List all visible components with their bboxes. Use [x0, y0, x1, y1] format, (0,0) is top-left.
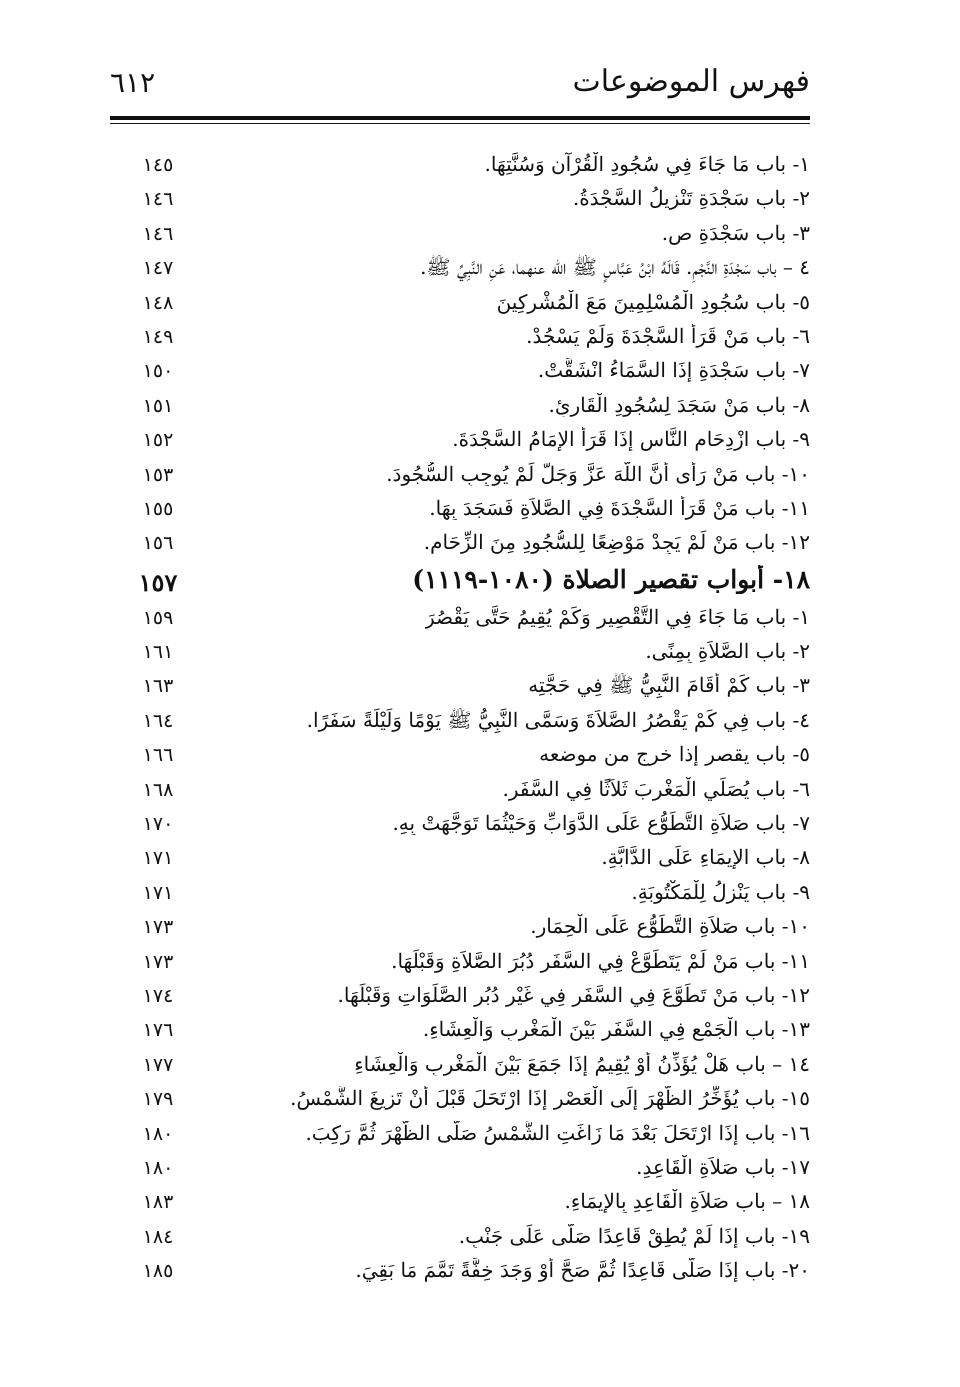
toc-entry	[128, 671, 810, 705]
entry-page-number: ١٦٤	[142, 709, 174, 732]
toc-entry	[128, 288, 810, 322]
entry-page-number: ١٧٧	[142, 1053, 174, 1076]
entry-title: ١٦- باب إِذَا ارْتَحَلَ بَعْدَ مَا زَاغَتِ الشَّمْسُ صَلَّى الظُّهْرَ ثُمَّ رَكِبَ.	[305, 1120, 810, 1145]
toc-section-heading	[128, 563, 810, 603]
toc-entry	[128, 637, 810, 671]
entry-page-number: ١٧٣	[142, 916, 174, 939]
page-title: فهرس الموضوعات	[572, 64, 810, 99]
header-rule-thin	[110, 123, 810, 124]
entry-title: ٨- باب مَنْ سَجَدَ لِسُجُودِ الْقَارِئِ.	[548, 392, 810, 417]
entry-title: ٤ – باب سَجْدَةِ النَّجْمِ. قَالَهُ ابْنُ عَبَّاسٍ ﷺ الله عنهما، عَنِ النَّبِيِّ ﷺ.	[420, 255, 810, 280]
entry-title: ٦- باب مَنْ قَرَأَ السَّجْدَةَ وَلَمْ يَسْجُدْ.	[526, 323, 810, 348]
entry-title: ١٠- باب مَنْ رَأَى أَنَّ اللَّهَ عَزَّ وَجَلَّ لَمْ يُوجِبِ السُّجُودَ.	[386, 461, 810, 486]
entry-page-number: ١٥٦	[142, 532, 174, 555]
entry-page-number: ١٨٣	[142, 1191, 174, 1214]
entry-page-number: ١٨٠	[142, 1122, 174, 1145]
entry-page-number: ١٦٣	[142, 675, 174, 698]
entry-page-number: ١٨٥	[142, 1260, 174, 1283]
entry-title: ٢٠- باب إِذَا صَلَّى قَاعِدًا ثُمَّ صَحَّ أَوْ وَجَدَ خِفَّةً تَمَّمَ مَا بَقِيَ.	[355, 1258, 810, 1283]
entry-title: ١- باب مَا جَاءَ فِي التَّقْصِيرِ وَكَمْ يُقِيمُ حَتَّى يَقْصُرَ	[425, 604, 810, 629]
entry-page-number: ١٧٠	[142, 813, 174, 836]
toc-entry	[128, 322, 810, 356]
entry-page-number: ١٦١	[142, 641, 174, 664]
page-header	[110, 62, 810, 112]
toc-entry	[128, 1187, 810, 1221]
section-title: ١٨- أبواب تقصير الصلاة (١٠٨٠-١١١٩)	[412, 564, 810, 594]
entry-page-number: ١٥٠	[142, 360, 174, 383]
toc-entry	[128, 1050, 810, 1084]
entry-title: ٧- باب صَلاَةِ التَّطَوُّعِ عَلَى الدَّوَابِّ وَحَيْثُمَا تَوَجَّهَتْ بِهِ.	[392, 811, 810, 836]
entry-page-number: ١٥٥	[142, 497, 174, 520]
entry-title: ٥- باب يقصر إذا خرج من موضعه	[539, 742, 810, 767]
entry-page-number: ١٤٨	[142, 291, 174, 314]
toc-entry	[128, 253, 810, 287]
toc-entry	[128, 740, 810, 774]
entry-page-number: ١٤٧	[142, 257, 174, 280]
entry-title: ٣- باب سَجْدَةِ ص.	[661, 220, 810, 245]
entry-page-number: ١٧٩	[142, 1088, 174, 1111]
entry-title: ١١- باب مَنْ قَرَأَ السَّجْدَةَ فِي الصَّلاَةِ فَسَجَدَ بِهَا.	[429, 495, 810, 520]
entry-title: ١٧- باب صَلاَةِ الْقَاعِدِ.	[636, 1154, 810, 1179]
toc-entry	[128, 219, 810, 253]
entry-page-number: ١٧٤	[142, 984, 174, 1007]
toc-entry	[128, 912, 810, 946]
toc-entry	[128, 460, 810, 494]
toc-entry	[128, 494, 810, 528]
entry-page-number: ١٥٩	[142, 606, 174, 629]
entry-page-number: ١٧٣	[142, 950, 174, 973]
table-of-contents	[128, 150, 810, 1291]
toc-entry	[128, 356, 810, 390]
entry-title: ٩- باب ازْدِحَامِ النَّاسِ إِذَا قَرَأَ الإِمَامُ السَّجْدَةَ.	[452, 427, 810, 452]
entry-title: ١٠- باب صَلاَةِ التَّطَوُّعِ عَلَى الْحِمَارِ.	[530, 914, 810, 939]
entry-page-number: ١٥٢	[142, 429, 174, 452]
entry-title: ١- باب مَا جَاءَ فِي سُجُودِ الْقُرْآنِ وَسُنَّتِهَا.	[484, 152, 810, 176]
entry-page-number: ١٥١	[142, 394, 174, 417]
toc-entry	[128, 1119, 810, 1153]
entry-page-number: ١٧١	[142, 881, 174, 904]
entry-title: ١٣- باب الْجَمْعِ فِي السَّفَرِ بَيْنَ الْمَغْرِبِ وَالْعِشَاءِ.	[422, 1017, 810, 1042]
entry-title: ٢- باب الصَّلاَةِ بِمِنًى.	[645, 639, 810, 664]
entry-title: ١٥- باب يُؤَخِّرُ الظُّهْرَ إِلَى الْعَصْرِ إِذَا ارْتَحَلَ قَبْلَ أَنْ تَزِيغَ الشَّمْسُ.	[290, 1086, 810, 1111]
toc-entry	[128, 947, 810, 981]
toc-entry	[128, 981, 810, 1015]
toc-entry	[128, 843, 810, 877]
toc-entry	[128, 603, 810, 637]
entry-page-number: ١٤٥	[142, 154, 174, 176]
entry-title: ٢- باب سَجْدَةِ تَنْزِيلُ السَّجْدَةُ.	[572, 186, 810, 211]
entry-page-number: ١٧٦	[142, 1019, 174, 1042]
toc-entry	[128, 1084, 810, 1118]
entry-page-number: ١٤٦	[142, 188, 174, 211]
toc-entry	[128, 528, 810, 562]
toc-entry	[128, 878, 810, 912]
entry-title: ٧- باب سَجْدَةِ إِذَا السَّمَاءُ انْشَقَّتْ.	[537, 358, 810, 383]
entry-page-number: ١٧١	[142, 847, 174, 870]
entry-page-number: ١٨٠	[142, 1156, 174, 1179]
entry-page-number: ١٤٩	[142, 325, 174, 348]
entry-title: ٦- باب يُصَلِّي الْمَغْرِبَ ثَلاَثًا فِي السَّفَرِ.	[502, 776, 810, 801]
entry-title: ٤- باب فِي كَمْ يَقْصُرُ الصَّلاَةَ وَسَمَّى النَّبِيُّ ﷺ يَوْمًا وَلَيْلَةً سَفَرًا.	[306, 707, 810, 732]
entry-title: ١٢- باب مَنْ تَطَوَّعَ فِي السَّفَرِ فِي غَيْرِ دُبُرِ الصَّلَوَاتِ وَقَبْلَهَا.	[337, 982, 810, 1007]
entry-title: ٨- باب الإِيمَاءِ عَلَى الدَّابَّةِ.	[601, 845, 810, 870]
header-rule-thick	[110, 116, 810, 120]
toc-entry	[128, 150, 810, 184]
entry-title: ٩- باب يَنْزِلُ لِلْمَكْتُوبَةِ.	[631, 879, 810, 904]
toc-entry	[128, 1222, 810, 1256]
entry-page-number: ١٤٦	[142, 222, 174, 245]
toc-entry	[128, 391, 810, 425]
entry-page-number: ١٨٤	[142, 1225, 174, 1248]
entry-title: ٣- باب كَمْ أَقَامَ النَّبِيُّ ﷺ فِي حَجَّتِه	[528, 673, 810, 698]
entry-page-number: ١٥٣	[142, 463, 174, 486]
page-number: ٦١٢	[110, 66, 156, 99]
toc-entry	[128, 1256, 810, 1290]
toc-entry	[128, 425, 810, 459]
entry-title: ١٤ – باب هَلْ يُؤَذِّنُ أَوْ يُقِيمُ إِذَا جَمَعَ بَيْنَ الْمَغْرِبِ وَالْعِشَاءِ	[354, 1051, 810, 1076]
entry-page-number: ١٥٧	[138, 567, 178, 597]
toc-entry	[128, 184, 810, 218]
entry-title: ١١- باب مَنْ لَمْ يَتَطَوَّعْ فِي السَّفَرِ دُبُرَ الصَّلاَةِ وَقَبْلَهَا.	[391, 948, 810, 973]
toc-entry	[128, 1015, 810, 1049]
entry-page-number: ١٦٨	[142, 778, 174, 801]
entry-title: ٥- باب سُجُودِ الْمُسْلِمِينَ مَعَ الْمُشْرِكِينَ	[496, 289, 810, 314]
entry-page-number: ١٦٦	[142, 744, 174, 767]
toc-entry	[128, 809, 810, 843]
entry-title: ١٩- باب إِذَا لَمْ يُطِقْ قَاعِدًا صَلَّى عَلَى جَنْبٍ.	[458, 1223, 810, 1248]
entry-title: ١٨ – باب صَلاَةِ الْقَاعِدِ بِالإِيمَاءِ.	[564, 1189, 810, 1214]
toc-entry	[128, 1153, 810, 1187]
toc-entry	[128, 775, 810, 809]
entry-title: ١٢- باب مَنْ لَمْ يَجِدْ مَوْضِعًا لِلسُّجُودِ مِنَ الزِّحَامِ.	[423, 530, 810, 555]
toc-entry	[128, 706, 810, 740]
